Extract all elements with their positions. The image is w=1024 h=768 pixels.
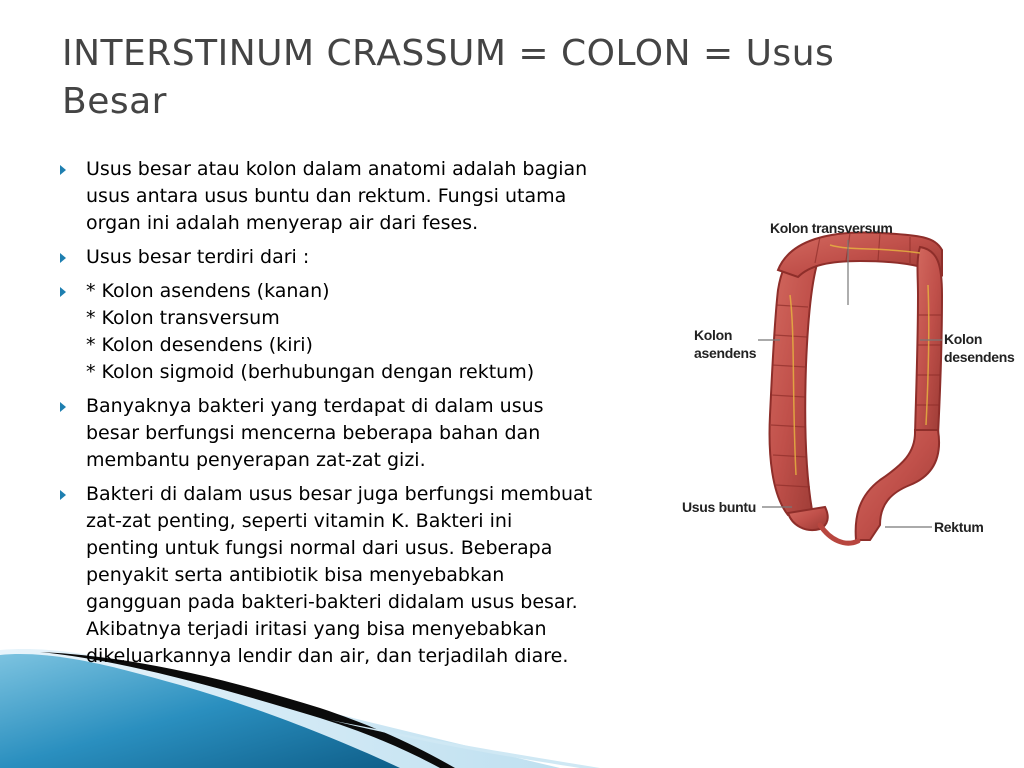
bullet-line: zat-zat penting, seperti vitamin K. Bakteri ini [86,510,513,532]
bullet-item [60,393,680,474]
bullet-line: besar berfungsi mencerna beberapa bahan dan [86,422,541,444]
bullet-line: Usus besar atau kolon dalam anatomi adalah bagian [86,158,588,180]
label-kolon-desendens-line1: Kolon [944,331,983,347]
bullet-item [60,244,680,271]
triangle-bullet-icon [60,287,66,297]
bullet-line: * Kolon asendens (kanan) [86,280,330,302]
bullet-line: * Kolon desendens (kiri) [86,334,313,356]
label-kolon-asendens-line2: asendens [694,345,757,361]
label-kolon-desendens-line2: desendens [944,349,1015,365]
bullet-line: Akibatnya terjadi iritasi yang bisa menyebabkan [86,618,547,640]
bullet-line: usus antara usus buntu dan rektum. Fungsi utama [86,185,567,207]
label-kolon-asendens-line1: Kolon [694,327,733,343]
colon-anatomy-figure [680,195,1020,565]
bullet-line: gangguan pada bakteri-bakteri didalam usus besar. [86,591,578,613]
label-rektum: Rektum [934,519,984,535]
label-usus-buntu: Usus buntu [682,499,756,515]
bullet-line: Bakteri di dalam usus besar juga berfungsi membuat [86,483,593,505]
bullet-line: organ ini adalah menyerap air dari feses. [86,212,479,234]
triangle-bullet-icon [60,402,66,412]
bullet-item [60,278,680,386]
bullet-line: Banyaknya bakteri yang terdapat di dalam usus [86,395,544,417]
triangle-bullet-icon [60,490,66,500]
bullet-list [60,156,680,677]
bullet-line: penyakit serta antibiotik bisa menyebabkan [86,564,505,586]
label-kolon-transversum: Kolon transversum [770,220,893,236]
bullet-line: penting untuk fungsi normal dari usus. Beberapa [86,537,553,559]
bullet-item [60,156,680,237]
bullet-item [60,481,680,670]
triangle-bullet-icon [60,253,66,263]
bullet-line: Usus besar terdiri dari : [86,246,310,268]
bullet-line: * Kolon transversum [86,307,280,329]
slide-title: INTERSTINUM CRASSUM = COLON = Usus Besar [62,33,835,122]
bullet-line: membantu penyerapan zat-zat gizi. [86,449,426,471]
bullet-line: dikeluarkannya lendir dan air, dan terjadilah diare. [86,645,569,667]
bullet-line: * Kolon sigmoid (berhubungan dengan rektum) [86,361,535,383]
triangle-bullet-icon [60,165,66,175]
